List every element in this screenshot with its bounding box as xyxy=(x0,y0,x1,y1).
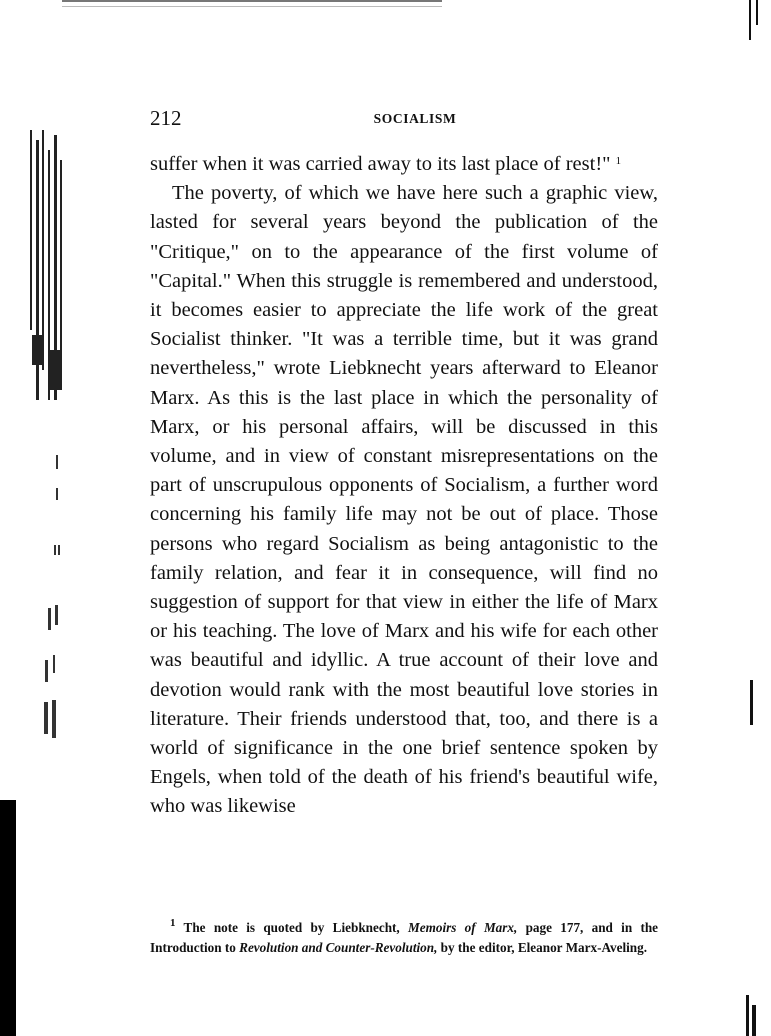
page-header xyxy=(150,106,660,134)
footnote-reference: 1 xyxy=(615,155,622,167)
footnote-text xyxy=(150,918,658,957)
body-text xyxy=(150,150,658,822)
footnote-title-2: Revolution and Counter-Revolution, xyxy=(239,939,438,955)
footnote-marker: 1 xyxy=(170,917,176,929)
scan-top-rule xyxy=(62,0,442,2)
footnote xyxy=(150,918,658,957)
footnote-part-1: The note is quoted by Liebknecht, xyxy=(183,920,400,935)
footnote-part-2: page 177, and in the Introduction to xyxy=(150,920,659,955)
scan-binding-marks xyxy=(28,130,68,400)
main-paragraph: The poverty, of which we have here such a graphic view, lasted for several years beyond the publication of the "Critique," on to the appearance of the first volume of "Capital." When this struggle is remembered and understood, it becomes easier to appreciate the life work of the great Socialist thinker. "It was a terrible time, but it was grand nevertheless," wrote Liebknecht years afterward to Eleanor Marx. As this is the last place in which the personality of Marx, or his personal affairs, will be discussed in this volume, and in view of constant misrepresentations on the part of unscrupulous opponents of Socialism, a further word concerning his family life may not be out of place. Those persons who regard Socialism as being antagonistic to the family relation, and fear it in consequence, will find no suggestion of support for that view in either the life of Marx or his teaching. The love of Marx and his wife for each other was beautiful and idyllic. A true account of their love and devotion would rank with the most beautiful love stories in literature. Their friends understood that, too, and there is a world of significance in the one brief sentence spoken by Engels, when told of the death of his friend's beautiful wife, who was likewise xyxy=(150,182,658,818)
scan-left-shadow xyxy=(0,800,16,1036)
scan-top-rule-faint xyxy=(62,6,442,7)
page-number: 212 xyxy=(150,106,182,130)
footnote-part-3: by the editor, Eleanor Marx-Aveling. xyxy=(440,939,648,955)
scan-right-edge-marks xyxy=(744,0,771,1036)
footnote-title-1: Memoirs of Marx, xyxy=(408,920,518,935)
continuation-text: suffer when it was carried away to its last place of rest!" xyxy=(150,153,611,175)
running-head: SOCIALISM xyxy=(373,111,457,126)
continuation-paragraph xyxy=(150,150,658,179)
